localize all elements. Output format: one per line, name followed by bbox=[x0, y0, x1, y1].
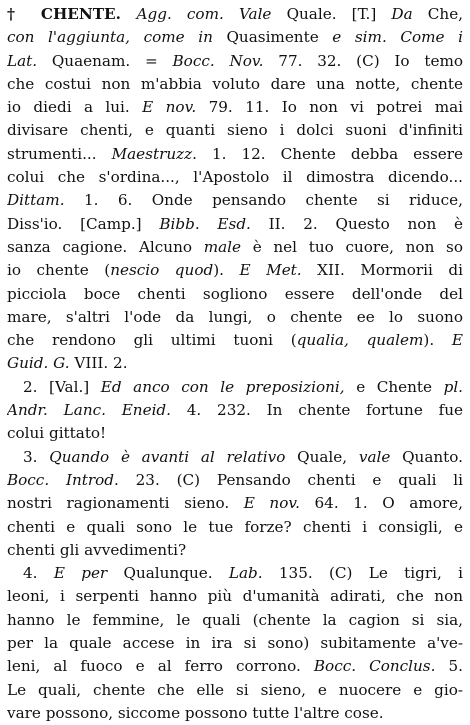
italic-text: nescio quod bbox=[110, 261, 214, 280]
entry-line bbox=[7, 376, 463, 399]
text-run: nostri ragionamenti sieno. bbox=[7, 494, 244, 513]
text-run: per la quale accese in ira si sono) subitamente a've- bbox=[7, 634, 463, 653]
text-run: Quasimente bbox=[226, 28, 333, 47]
entry-line bbox=[7, 585, 463, 608]
italic-text: Da bbox=[391, 5, 428, 23]
text-run: Quaenam. = bbox=[51, 51, 173, 70]
entry-line bbox=[7, 236, 463, 259]
entry-line bbox=[7, 50, 463, 73]
entry-line bbox=[7, 283, 463, 306]
entry-line bbox=[7, 26, 463, 49]
entry-line bbox=[7, 492, 463, 515]
text-run: 64. 1. O amore, bbox=[314, 494, 463, 513]
text-run: Quale bbox=[286, 5, 332, 23]
text-run: mare, s'altri l'ode da lungi, o chente ee lo suono bbox=[7, 307, 463, 326]
entry-line bbox=[7, 189, 463, 212]
text-run: 1. 6. Onde pensando chente si riduce, bbox=[83, 191, 463, 210]
italic-text: con l'aggiunta, come in bbox=[7, 28, 227, 47]
entry-line bbox=[7, 469, 463, 492]
italic-text: Dittam. bbox=[7, 191, 84, 210]
text-run: Che, bbox=[427, 5, 463, 23]
text-run: VIII. 2. bbox=[74, 354, 128, 373]
italic-text: e sim. Come i bbox=[332, 28, 463, 47]
text-run: 79. 11. Io non vi potrei mai bbox=[208, 98, 463, 117]
italic-text: E per bbox=[53, 564, 124, 583]
entry-line bbox=[7, 446, 463, 469]
italic-text: E nov. bbox=[243, 494, 315, 513]
text-run: leoni, i serpenti hanno più d'umanità adirati, che non bbox=[7, 587, 463, 606]
text-run: chenti gli avvedimenti? bbox=[7, 540, 187, 559]
text-run: colui che s'ordina..., l'Apostolo il dimostra dicendo... bbox=[7, 168, 463, 187]
text-run: Diss'io. [Camp.] bbox=[7, 214, 160, 233]
text-run: sanza cagione. Alcuno bbox=[7, 237, 204, 256]
entry-line bbox=[7, 562, 463, 585]
text-run: II. 2. Questo non è bbox=[268, 214, 463, 233]
entry-line bbox=[7, 632, 463, 655]
text-run: è nel tuo cuore, non so bbox=[252, 237, 463, 256]
text-run: 1. 12. Chente debba essere bbox=[211, 144, 463, 163]
entry-line bbox=[7, 422, 463, 445]
text-run: Quale, bbox=[297, 447, 359, 466]
italic-text: Quando è avanti al relativo bbox=[49, 447, 298, 466]
text-run: leni, al fuoco e al ferro corrono. bbox=[7, 657, 314, 676]
entry-line bbox=[7, 352, 463, 375]
italic-text: E bbox=[451, 331, 463, 350]
text-run: e Chente bbox=[356, 377, 444, 396]
italic-text: Lab. bbox=[228, 564, 279, 583]
text-run: colui gittato! bbox=[7, 424, 107, 443]
italic-text: Lat. bbox=[7, 51, 52, 70]
italic-text: Bocc. Nov. bbox=[172, 51, 279, 70]
italic-text: Agg. com. Vale bbox=[136, 5, 287, 23]
entry-line bbox=[7, 143, 463, 166]
text-run: 4. bbox=[23, 564, 54, 583]
text-run: picciola boce chenti sogliono essere dell'onde del bbox=[7, 284, 463, 303]
text-run: 3. bbox=[23, 447, 50, 466]
text-run: vare possono, siccome possono tutte l'altre cose. bbox=[7, 703, 384, 722]
entry-line bbox=[7, 96, 463, 119]
entry-line bbox=[7, 259, 463, 282]
entry-line bbox=[7, 609, 463, 632]
italic-text: Andr. Lanc. Eneid. bbox=[7, 401, 187, 420]
entry-line bbox=[7, 702, 463, 725]
entry-line bbox=[7, 539, 463, 562]
text-run: 2. [Val.] bbox=[23, 377, 101, 396]
entry-line bbox=[7, 655, 463, 678]
text-run: Qualunque. bbox=[123, 564, 229, 583]
italic-text: pl. bbox=[443, 377, 463, 396]
italic-text: Bocc. Conclus. bbox=[313, 657, 449, 676]
entry-line bbox=[7, 329, 463, 352]
italic-text: Guid. G. bbox=[7, 354, 75, 373]
entry-line bbox=[7, 213, 463, 236]
italic-text: E nov. bbox=[142, 98, 209, 117]
entry-line bbox=[7, 306, 463, 329]
headword: † CHENTE. bbox=[7, 5, 137, 23]
text-run: che rendono gli ultimi tuoni ( bbox=[7, 331, 297, 350]
text-run: XII. Mormorii di bbox=[317, 261, 463, 280]
text-run: che costui non m'abbia voluto dare una notte, chente bbox=[7, 74, 463, 93]
italic-text: male bbox=[203, 237, 253, 256]
text-run: hanno le femmine, le quali (chente la cagion si sia, bbox=[7, 610, 463, 629]
entry-line bbox=[7, 679, 463, 702]
text-run: Quanto. bbox=[402, 447, 463, 466]
italic-text: Maestruzz. bbox=[111, 144, 212, 163]
text-run: 135. (C) Le tigri, i bbox=[278, 564, 463, 583]
text-run: 77. 32. (C) Io temo bbox=[278, 51, 463, 70]
italic-text: vale bbox=[358, 447, 403, 466]
entry-line bbox=[7, 399, 463, 422]
text-run: Le quali, chente che elle si sieno, e nuocere e gio- bbox=[7, 680, 463, 699]
text-run: ). bbox=[213, 261, 240, 280]
entry-line bbox=[7, 3, 463, 26]
italic-text: qualia, qualem bbox=[296, 331, 424, 350]
italic-text: Bibb. Esd. bbox=[159, 214, 269, 233]
entry-line bbox=[7, 516, 463, 539]
text-run: io diedi a lui. bbox=[7, 98, 143, 117]
text-run: . [T.] bbox=[331, 5, 392, 23]
text-run: chenti e quali sono le tue forze? chenti i consigli, e bbox=[7, 517, 463, 536]
entry-line bbox=[7, 73, 463, 96]
text-run: 23. (C) Pensando chenti e quali li bbox=[135, 470, 463, 489]
italic-text: E Met. bbox=[239, 261, 318, 280]
italic-text: Bocc. Introd. bbox=[7, 470, 136, 489]
entry-line bbox=[7, 119, 463, 142]
text-run: ). bbox=[423, 331, 452, 350]
text-run: strumenti... bbox=[7, 144, 112, 163]
text-run: 4. 232. In chente fortune fue bbox=[186, 401, 463, 420]
text-run: divisare chenti, e quanti sieno i dolci suoni d'infiniti bbox=[7, 121, 463, 140]
text-run: io chente ( bbox=[7, 261, 111, 280]
dictionary-entry bbox=[7, 3, 463, 725]
italic-text: Ed anco con le preposizioni, bbox=[100, 377, 357, 396]
text-run: 5. bbox=[448, 657, 463, 676]
entry-line bbox=[7, 166, 463, 189]
